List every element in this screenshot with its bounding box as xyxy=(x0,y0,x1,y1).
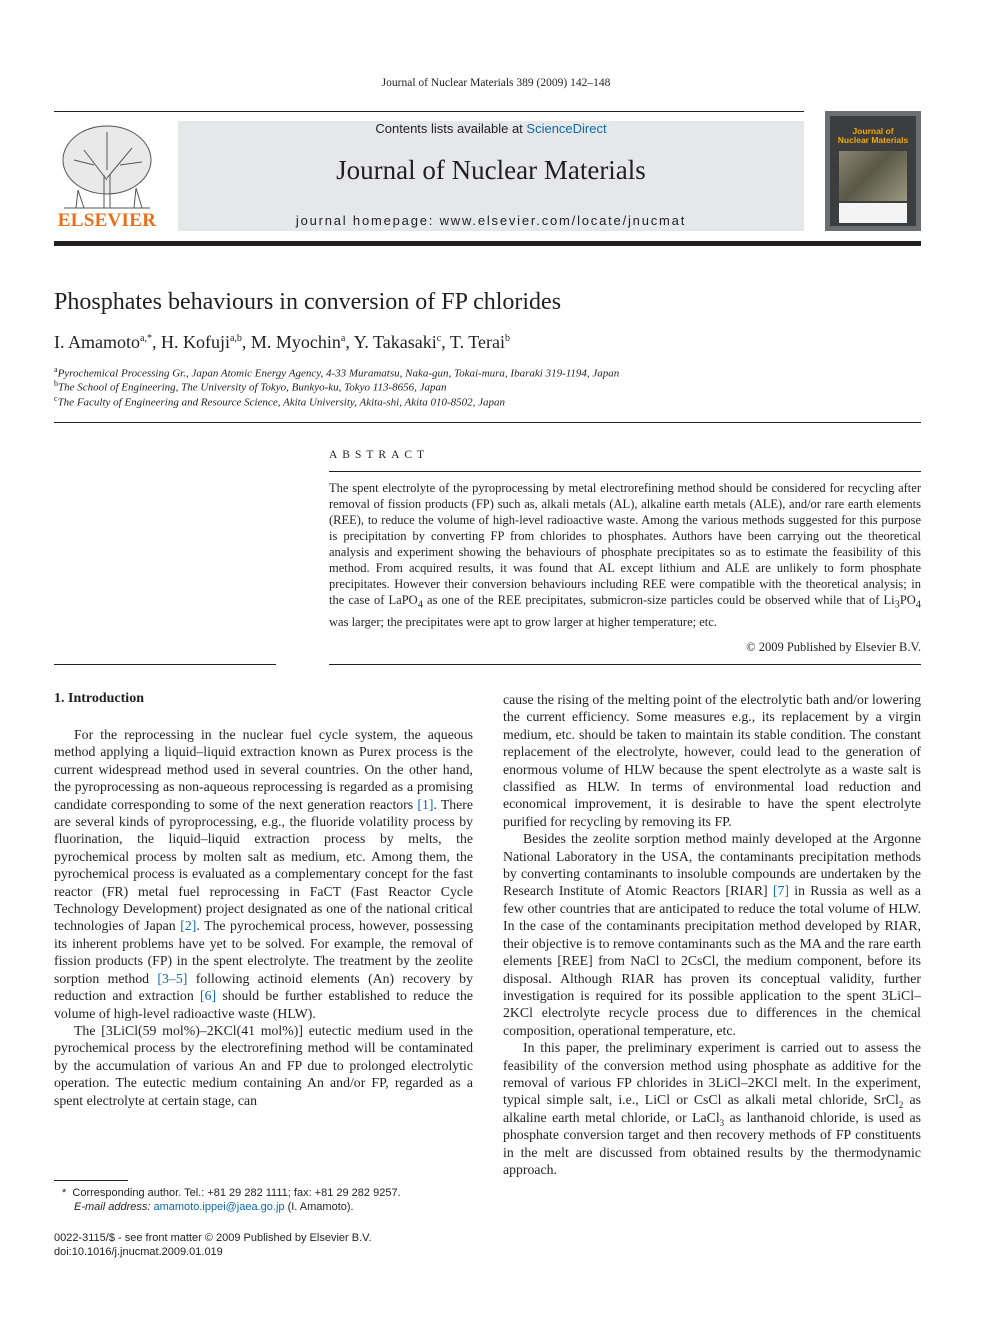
elsevier-wordmark: ELSEVIER xyxy=(57,210,157,231)
journal-cover xyxy=(825,111,921,231)
author-affil-mark[interactable]: a,* xyxy=(140,333,152,344)
left-column-rule xyxy=(54,664,276,665)
paragraph: The [3LiCl(59 mol%)–2KCl(41 mol%)] eutectic medium used in the pyrochemical process by the electrorefining method will be contaminated by the accumulation of various An and FP due to prolonged electrolytic operation. The eutectic medium containing An and/or FP, regarded as a spent electrolyte at certain stage, can xyxy=(54,1022,473,1108)
abstract-rule xyxy=(329,471,921,472)
article-title: Phosphates behaviours in conversion of FP chlorides xyxy=(54,289,562,315)
affiliation xyxy=(54,379,447,394)
affiliation xyxy=(54,365,619,380)
affiliation-mark: b xyxy=(54,379,58,388)
author-list: I. Amamoto$^{a,*}$, H. Kofuji$^{a,b}$, M. Myochin$^a$, Y. Takasaki$^c$, T. Terai$^b$ xyxy=(54,332,510,352)
citation-link[interactable]: [2] xyxy=(180,918,197,934)
author-name: I. Amamoto xyxy=(54,332,140,352)
abstract-heading: ABSTRACT xyxy=(329,449,430,461)
author-affil-mark[interactable]: c xyxy=(436,333,442,344)
author-name: M. Myochin xyxy=(250,332,341,352)
cover-title-line1: Journal of xyxy=(852,126,894,136)
right-column xyxy=(503,691,921,1178)
cover-title xyxy=(825,127,921,145)
left-column xyxy=(54,726,473,1109)
cover-footer xyxy=(839,203,907,223)
contents-prefix: Contents lists available at xyxy=(375,121,527,136)
journal-citation: Journal of Nuclear Materials 389 (2009) 142–148 xyxy=(381,77,611,89)
cover-title-line2: Nuclear Materials xyxy=(837,135,909,145)
affiliation-text: The School of Engineering, The University of Tokyo, Bunkyo-ku, Tokyo 113-8656, Japan xyxy=(58,381,447,394)
affiliation-text: Pyrochemical Processing Gr., Japan Atomic Energy Agency, 4-33 Muramatsu, Naka-gun, Tokai-mura, Ibaraki 319-1194, Japan xyxy=(57,367,620,380)
author-name: H. Kofuji xyxy=(160,332,230,352)
paragraph: cause the rising of the melting point of the electrolytic bath and/or lowering the current efficiency. Some measures e.g., its replacement by a virgin medium, etc. should be taken to maintain its stable condition. The constant replacement of the electrolyte, however, could lead to the generation of enormous volume of HLW because the spent electrolyte as a waste salt is classified as HLW. In terms of environmental load reduction and economical improvement, it is desirable to have the spent electrolyte purified for recycling by removing its FP. xyxy=(503,692,921,829)
contents-line xyxy=(178,121,804,136)
header-rule xyxy=(54,111,804,112)
email-link[interactable]: amamoto.ippei@jaea.go.jp xyxy=(153,1201,285,1213)
author-affil-mark[interactable]: a,b xyxy=(229,333,242,344)
abstract-copyright: © 2009 Published by Elsevier B.V. xyxy=(746,640,921,654)
abstract-text: The spent electrolyte of the pyroprocessing by metal electrorefining method should be considered for recycling after removal of fission products (FP) such as, alkali metals (AL), alkaline earth metals (ALE), and/or rare earth elements (REE), to reduce the volume of high-level radioactive waste. Among the various methods suggested for this purpose is precipitation by converting FP from chlorides to phosphates. Authors have been carrying out the theoretical analysis and experiment showing the behaviours of phosphate precipitates so as to estimate the feasibility of this method. From acquired results, it was found that AL except lithium and ALE are unlikely to form phosphate precipitates. However their conversion behaviours including REE were compatible with the theoretical analysis; in the case of LaPO$_4$ as one of the REE precipitates, submicron-size particles could be observed while that of $Li_3PO_4$ was larger; the precipitates were apt to grow larger at higher temperature; etc. xyxy=(329,481,921,629)
journal-title: Journal of Nuclear Materials xyxy=(336,155,646,185)
affiliation-text: The Faculty of Engineering and Resource Science, Akita University, Akita-shi, Akita 010-8502, Japan xyxy=(57,396,506,409)
author-name: Y. Takasaki xyxy=(353,332,437,352)
doi-line[interactable]: doi:10.1016/j.jnucmat.2009.01.019 xyxy=(54,1246,223,1258)
cover-photo xyxy=(839,151,907,201)
sciencedirect-link[interactable]: ScienceDirect xyxy=(526,121,607,136)
affiliation xyxy=(54,394,505,409)
paragraph: Besides the zeolite sorption method mainly developed at the Argonne National Laboratory in the USA, the contaminants precipitation methods by converting contaminants to insoluble compounds are undertaken by the Research Institute of Atomic Reactors [RIAR] [7] in Russia as well as a few other countries that are anticipated to reduce the total volume of HLW. In the case of the contaminants precipitation method developed by RIAR, their objective is to remove contaminants such as the MA and the rare earth elements [REE] from NaCl to 2CsCl, the medium component, before its disposal. Although RIAR has proven its conceptual validity, further investigation is required for its possible application to the spent 3LiCl–2KCl electrolyte recycle process due to differences in the chemical composition, operational temperature, etc. xyxy=(503,831,922,1038)
corresponding-author-note: * Corresponding author. Tel.: +81 29 282 1111; fax: +81 29 282 9257. xyxy=(62,1187,401,1199)
email-label: E-mail address: xyxy=(74,1201,154,1213)
author-name: T. Terai xyxy=(449,332,505,352)
section-heading-introduction: 1. Introduction xyxy=(54,691,144,706)
citation-link[interactable]: [6] xyxy=(200,988,217,1004)
header-thick-rule xyxy=(54,241,921,246)
paragraph: In this paper, the preliminary experiment is carried out to assess the feasibility of the conversion method using phosphate as additive for the removal of various FP chlorides in 3LiCl–2KCl melt. In the experiment, typical simple salt, i.e., LiCl or CsCl as alkali metal chloride, SrCl$_2$ as alkaline earth metal chloride, or LaCl$_3$ as lanthanoid chloride, is used as phosphate conversion target and then recovery methods of FP constituents in the melt are discussed from obtained results by the thermodynamic approach. xyxy=(503,1040,921,1177)
citation-link[interactable]: [7] xyxy=(772,883,790,899)
paragraph: For the reprocessing in the nuclear fuel cycle system, the aqueous method applying a liquid–liquid extraction known as Purex process is the current widespread method used in several countries. On the other hand, the pyroprocessing as non-aqueous reprocessing is regarded as a promising candidate corresponding to some of the next generation reactors [1]. There are several kinds of pyroprocessing, e.g., the fluoride volatility process by fluorination, the liquid–liquid extraction process by melts, the pyrochemical process by molten salt as medium, etc. Among them, the pyrochemical process is evaluated as a complementary concept for the fast reactor (FR) metal fuel reprocessing in FaCT (Fast Reactor Cycle Technology Development) project designated as one of the national critical technologies of Japan [2]. The pyrochemical process, however, possessing its inherent problems have yet to be solved. For example, the removal of fission products (FP) in the spent electrolyte. The treatment by the zeolite sorption method [3–5] following actinoid elements (An) recovery by reduction and extraction [6] should be further established to reduce the volume of high-level radioactive waste (HLW). xyxy=(54,727,474,1021)
title-rule xyxy=(54,422,921,423)
email-note: E-mail address: amamoto.ippei@jaea.go.jp (I. Amamoto). xyxy=(74,1201,354,1213)
issn-line: 0022-3115/$ - see front matter © 2009 Published by Elsevier B.V. xyxy=(54,1232,372,1244)
citation-link[interactable]: [1] xyxy=(417,796,434,812)
author-affil-mark[interactable]: b xyxy=(504,333,510,344)
abstract-bottom-rule xyxy=(329,664,921,665)
affiliation-mark: a xyxy=(54,365,58,374)
front-matter xyxy=(54,1231,372,1259)
footnote-rule xyxy=(54,1180,128,1181)
author-affil-mark[interactable]: a xyxy=(340,333,346,344)
footnote-star: * xyxy=(62,1187,67,1199)
journal-homepage[interactable]: journal homepage: www.elsevier.com/locate/jnucmat xyxy=(295,213,687,228)
affiliation-mark: c xyxy=(54,394,58,403)
citation-link[interactable]: [3–5] xyxy=(157,970,188,986)
